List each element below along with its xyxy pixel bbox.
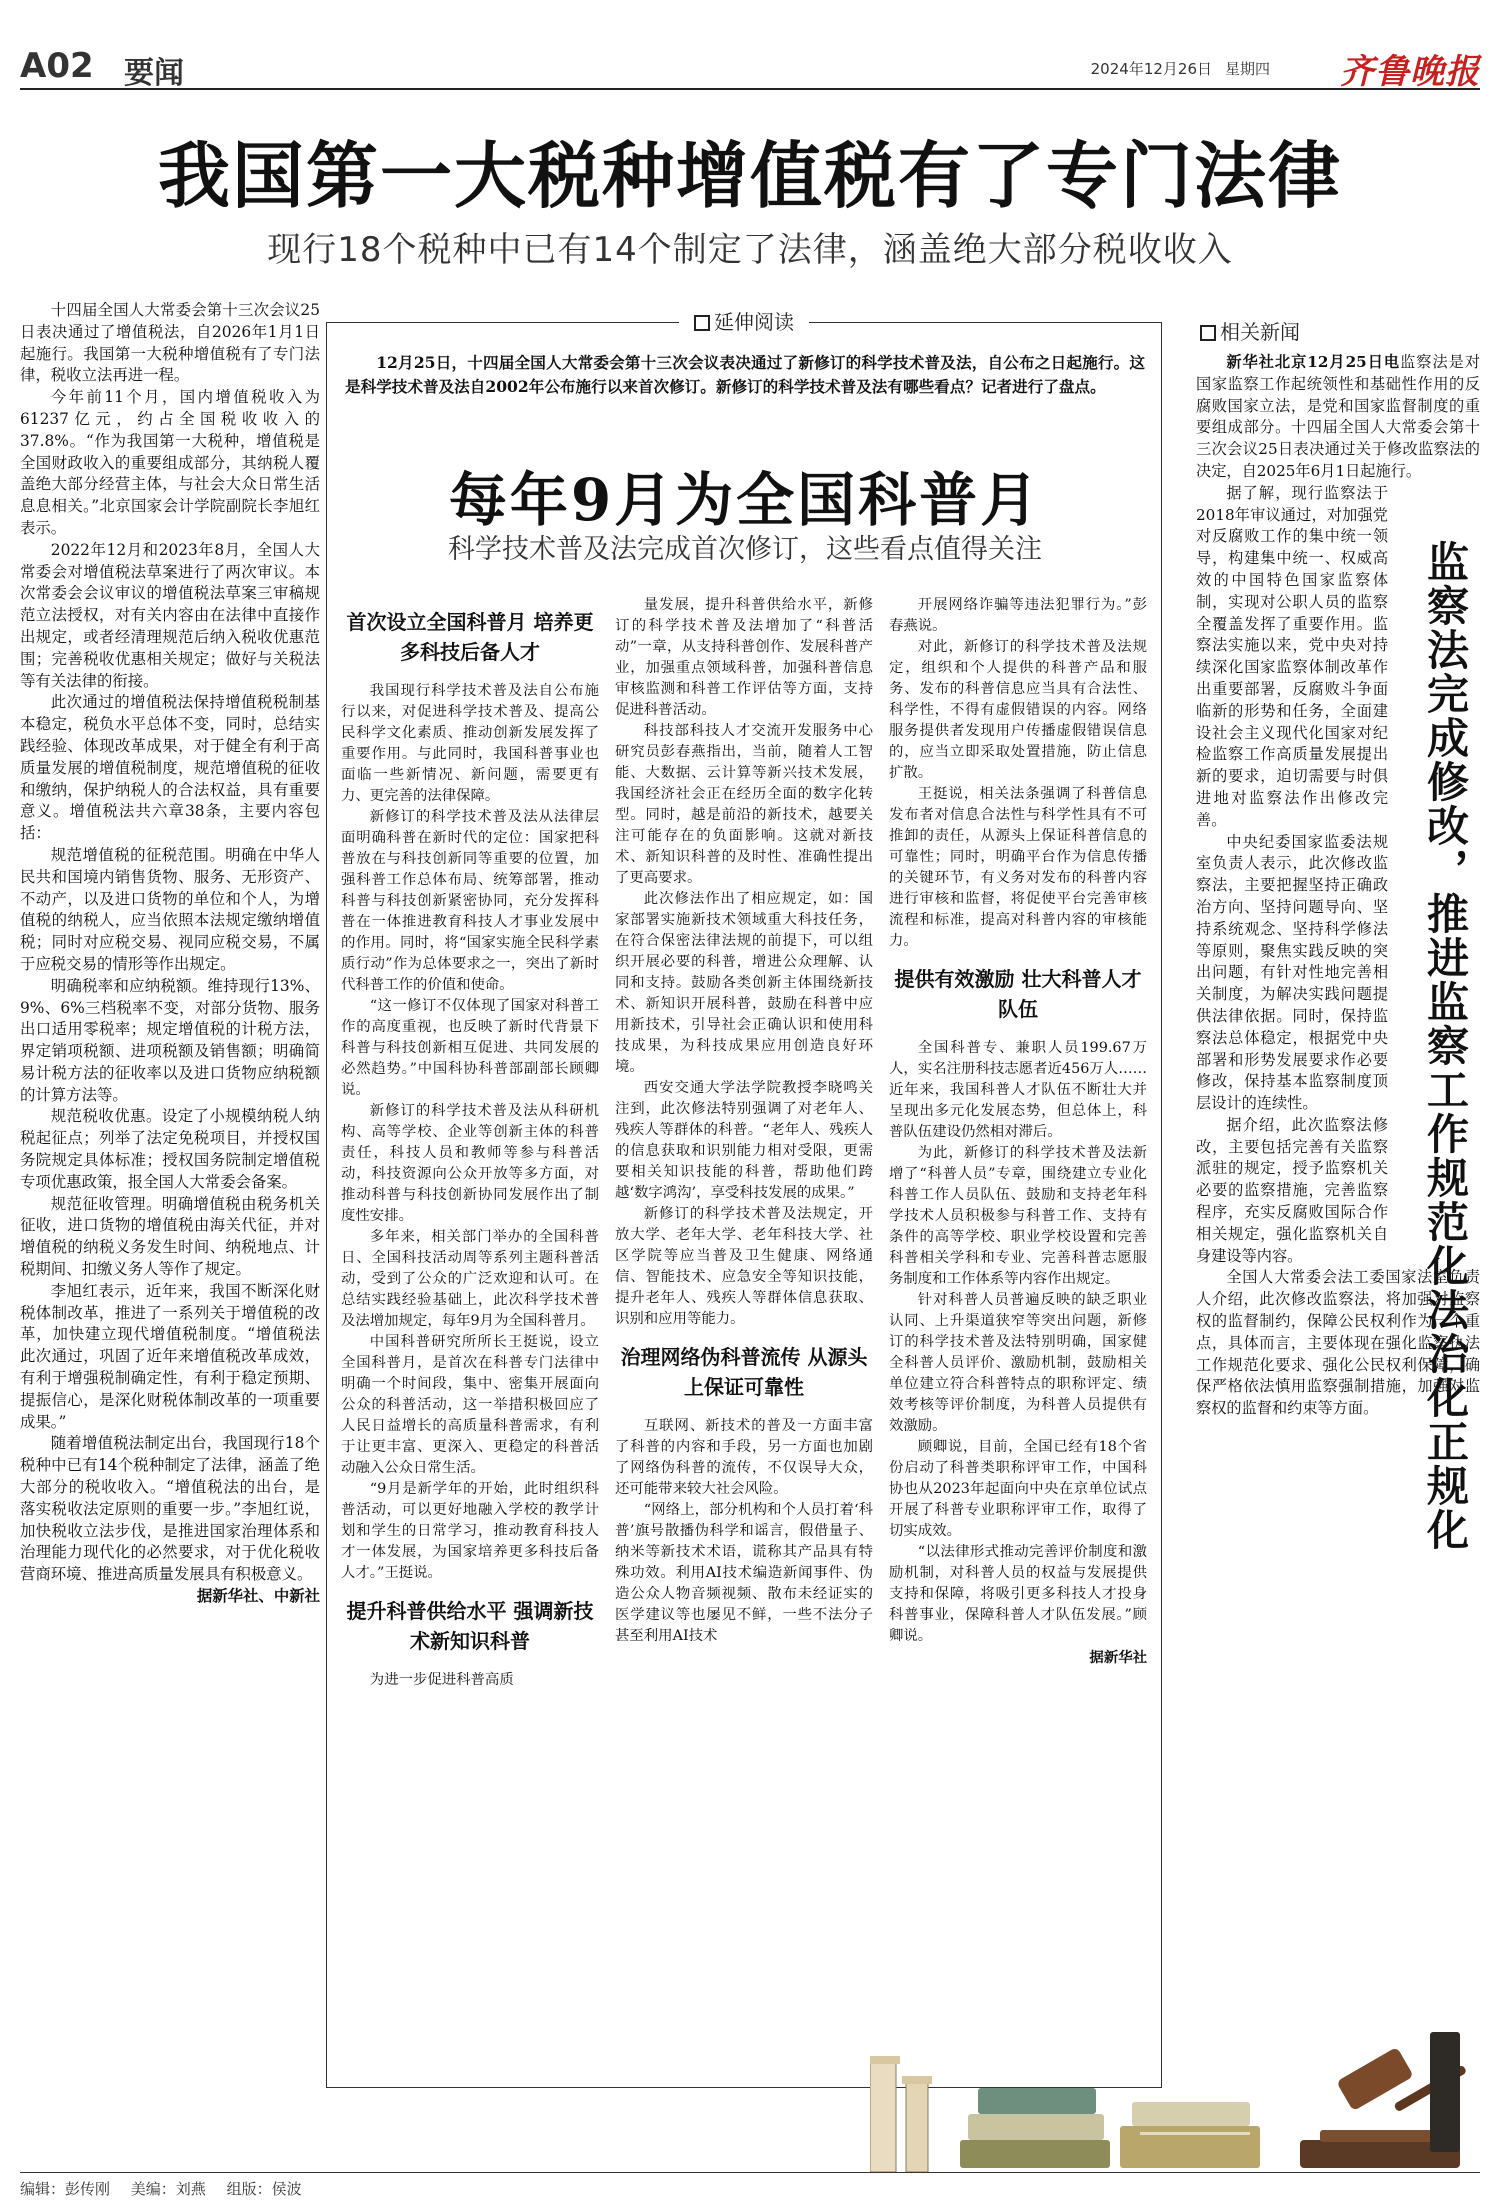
article-paragraph: 我国现行科学技术普及法自公布施行以来，对促进科学技术普及、提高公民科学文化素质、推动创新发展发挥了重要作用。与此同时，我国科普事业也面临一些新情况、新问题，需要更有力、更完善的法律保障。 (341, 683, 599, 804)
article-paragraph: “以法律形式推动完善评价制度和激励机制，对科普人员的权益与发展提供支持和保障，将吸引更多科技人才投身科普事业，保障科普人才队伍发展。”顾卿说。 (889, 1544, 1147, 1644)
article-paragraph: “网络上，部分机构和个人员打着‘科普’旗号散播伪科学和谣言，假借量子、纳米等新技术术语，谎称其产品具有特殊功效。利用AI技术编造新闻事件、伪造公众人物音频视频、散布未经证实的医学建议等也屡见不鲜，一些不法分子甚至利用AI技术 (615, 1502, 873, 1644)
article-paragraph: 量发展，提升科普供给水平，新修订的科学技术普及法增加了“科普活动”一章，从支持科普创作、发展科普产业，加强重点领域科普，加强科普信息审核监测和科普工作评估等方面，支持促进科普活动。 (615, 597, 873, 718)
page-number: A02 (20, 46, 94, 86)
section-heading: 提升科普供给水平 强调新技术新知识科普 (346, 1599, 594, 1653)
article-paragraph: 顾卿说，目前，全国已经有18个省份启动了科普类职称评审工作，中国科协也从2023年起面向中央在京单位试点开展了科普专业职称评审工作，取得了切实成效。 (889, 1439, 1147, 1539)
article-paragraph: 为此，新修订的科学技术普及法新增了“科普人员”专章，围绕建立专业化科普工作人员队伍、鼓励和支持老年科学技术人员积极参与科普工作、支持有条件的高等学校、职业学校设置和完善科普相关学科和专业、完善科普志愿服务制度和工作体系等内容作出规定。 (889, 1145, 1147, 1287)
dateline: 新华社北京12月25日电 (1226, 353, 1401, 371)
related-label-text: 相关新闻 (1220, 320, 1300, 344)
layout-credit: 组版：侯波 (226, 2180, 302, 2198)
article-paragraph: “9月是新学年的开始，此时组织科普活动，可以更好地融入学校的教学计划和学生的日常学习，推动教育科技人才一体发展，为国家培养更多科技后备人才。”王挺说。 (341, 1481, 599, 1581)
article-paragraph: 全国人大常委会法工委国家法室负责人介绍，此次修改监察法，将加强对监察权的监督制约，保障公民权利作为一个重点，具体而言，主要体现在强化监察执法工作规范化要求、强化公民权利保障，确保严格依法慎用监察强制措施，加强对监察权的监督和约束等方面。 (1196, 1268, 1480, 1418)
article-paragraph: 此次修法作出了相应规定，如：国家部署实施新技术领域重大科技任务，在符合保密法律法规的前提下，可以组织开展必要的科普，增进公众理解、认同和支持。鼓励各类创新主体围绕新技术、新知识开展科普，鼓励在科普中应用新技术，引导社会正确认识和使用科技成果，为科技成果应用创造良好环境。 (615, 891, 873, 1075)
article-paragraph: 随着增值税法制定出台，我国现行18个税种中已有14个税种制定了法律，涵盖了绝大部分的税收收入。“增值税法的出台，是落实税收法定原则的重要一步。”李旭红说，加快税收立法步伐，是推进国家治理体系和治理能力现代化的必然要求，对于优化税收营商环境、推进高质量发展具有积极意义。 (20, 1434, 320, 1584)
related-news-label (1200, 316, 1300, 345)
columns-icon (870, 2056, 932, 2172)
article-paragraph: 新修订的科学技术普及法从科研机构、高等学校、企业等创新主体的科普责任，科技人员和教师等参与科普活动，科技资源向公众开放等多方面，对推动科普与科技创新协同发展作出了制度性安排。 (341, 1103, 599, 1224)
article-paragraph: 规范税收优惠。设定了小规模纳税人纳税起征点；列举了法定免税项目，并授权国务院规定具体标准；授权国务院制定增值税专项优惠政策，报全国人大常委会备案。 (20, 1107, 320, 1191)
article-paragraph: 明确税率和应纳税额。维持现行13%、9%、6%三档税率不变，对部分货物、服务出口适用零税率；规定增值税的计税方法，界定销项税额、进项税额及销售额；明确简易计税方法的征收率以及进口货物应纳税额的计算方法等。 (20, 976, 320, 1104)
feature-label-text: 延伸阅读 (714, 310, 794, 334)
article-paragraph: 规范征收管理。明确增值税由税务机关征收，进口货物的增值税由海关代征，并对增值税的纳税义务发生时间、纳税地点、计税期间、扣缴义务人等作了规定。 (20, 1194, 320, 1279)
feature-column-3 (889, 595, 1147, 2075)
article-paragraph: 今年前11个月，国内增值税收入为61237亿元，约占全国税收收入的37.8%。“作为我国第一大税种，增值税是全国财政收入的重要组成部分，其纳税人覆盖绝大部分经营主体，与社会大众日常生活息息相关。”北京国家会计学院副院长李旭红表示。 (20, 388, 320, 537)
feature-column-2 (615, 595, 873, 2075)
section-name: 要闻 (124, 56, 184, 91)
section-heading: 首次设立全国科普月 培养更多科技后备人才 (346, 610, 594, 664)
feature-column-1 (341, 595, 599, 2075)
law-illustration (870, 2022, 1480, 2172)
page-header (20, 44, 1480, 90)
lead-story-column (20, 300, 320, 2050)
article-paragraph: 十四届全国人大常委会第十三次会议25日表决通过了增值税法，自2026年1月1日起施行。我国第一大税种增值税有了专门法律，税收立法再进一程。 (20, 301, 320, 385)
article-paragraph: 科技部科技人才交流开发服务中心研究员彭春燕指出，当前，随着人工智能、大数据、云计算等新兴技术发展，我国经济社会正在经历全面的数字化转型。同时，越是前沿的新技术，越要关注可能存在的负面影响。这就对新技术、新知识科普的及时性、准确性提出了更高要求。 (615, 723, 873, 886)
lead-subheadline: 现行18个税种中已有14个制定了法律，涵盖绝大部分税收收入 (267, 230, 1233, 270)
feature-box (326, 310, 1162, 2088)
article-paragraph: 新修订的科学技术普及法规定，开放大学、老年大学、老年科技大学、社区学院等应当普及卫生健康、网络通信、智能技术、应急安全等知识技能，提升老年人、残疾人等群体信息获取、识别和应用等能力。 (615, 1206, 873, 1327)
article-source: 据新华社 (1089, 1649, 1147, 1666)
feature-subtitle: 科学技术普及法完成首次修订，这些看点值得关注 (448, 534, 1042, 565)
article-paragraph: 中央纪委国家监委法规室负责人表示，此次修改监察法，主要把握坚持正确政治方向、坚持问题导向、坚持系统观念、坚持科学修法等原则，聚焦实践反映的突出问题，有针对性地完善相关制度，为解决实践问题提供法律依据。同时，保持监察法总体稳定，根据党中央部署和形势发展要求作必要修改，保持基本监察制度顶层设计的连续性。 (1196, 832, 1388, 1113)
footer-rule (20, 2172, 1480, 2173)
article-text: 监察法是对国家监察工作起统领性和基础性作用的反腐败国家立法，是党和国家监督制度的重要组成部分。十四届全国人大常委会第十三次会议25日表决通过关于修改监察法的决定，自2025年6月1日起施行。 (1196, 353, 1480, 480)
article-paragraph: 此次通过的增值税法保持增值税税制基本稳定，税负水平总体不变，同时，总结实践经验、体现改革成果，对于健全有利于高质量发展的增值税制度，规范增值税的征收和缴纳，保护纳税人的合法权益，具有重要意义。增值税法共六章38条，主要内容包括： (20, 693, 320, 843)
article-paragraph (1196, 352, 1480, 483)
feature-lead: 12月25日，十四届全国人大常委会第十三次会议表决通过了新修订的科学技术普及法，自公布之日起施行。这是科学技术普及法自2002年公布施行以来首次修订。新修订的科学技术普及法有哪些看点？记者进行了盘点。 (345, 353, 1145, 396)
article-paragraph: 对此，新修订的科学技术普及法规定，组织和个人提供的科普产品和服务、发布的科普信息应当具有合法性、科学性，不得有虚假错误的内容。网络服务提供者发现用户传播虚假错误信息的，应当立即采取处置措施，防止信息扩散。 (889, 639, 1147, 781)
masthead-logo: 齐鲁晚报 (1340, 52, 1480, 92)
feature-title: 每年9月为全国科普月 (448, 466, 1042, 534)
publication-weekday: 星期四 (1224, 60, 1270, 78)
article-paragraph: 为进一步促进科普高质 (369, 1672, 514, 1688)
gavel-icon (1300, 2032, 1467, 2168)
article-paragraph: 新修订的科学技术普及法从法律层面明确科普在新时代的定位：国家把科普放在与科技创新同等重要的位置，加强科普工作总体布局、统筹部署，推动科普与科技创新紧密协同，充分发挥科普在一体推进教育科技人才事业发展中的作用。同时，将“国家实施全民科学素质行动”作为总体要求之一，突出了新时代科普工作的价值和使命。 (341, 809, 599, 993)
section-heading: 提供有效激励 壮大科普人才队伍 (894, 967, 1142, 1021)
article-paragraph: 西安交通大学法学院教授李晓鸣关注到，此次修法特别强调了对老年人、残疾人等群体的科普。“老年人、残疾人的信息获取和识别能力相对受限，更需要相关知识技能的科普，帮助他们跨越‘数字鸿沟’，享受科技发展的成果。” (615, 1080, 873, 1201)
page-credits (20, 2178, 318, 2199)
article-paragraph: 2022年12月和2023年8月，全国人大常委会对增值税法草案进行了两次审议。本次常委会会议审议的增值税法草案三审稿规范立法授权，对有关内容由在法律中直接作出规定，或者经清理规范后纳入税收优惠范围；完善税收优惠相关规定；做好与关税法等有关法律的衔接。 (20, 540, 320, 690)
box-icon (1200, 325, 1216, 341)
box-icon (694, 315, 710, 331)
article-source: 据新华社、中新社 (196, 1587, 320, 1606)
designer-credit: 美编：刘燕 (130, 2180, 206, 2198)
article-paragraph: 李旭红表示，近年来，我国不断深化财税体制改革，推进了一系列关于增值税的改革，加快建立现代增值税制度。“增值税法此次通过，巩固了近年来增值税改革成效，有利于增强税制确定性，有利于稳定预期、提振信心，是深化财税体制改革的一项重要成果。” (20, 1281, 320, 1431)
article-paragraph: 全国科普专、兼职人员199.67万人，实名注册科技志愿者近456万人……近年来，我国科普人才队伍不断壮大并呈现出多元化发展态势，但总体上，科普队伍建设仍然相对滞后。 (889, 1040, 1147, 1140)
article-paragraph: “这一修订不仅体现了国家对科普工作的高度重视，也反映了新时代背景下科普与科技创新相互促进、共同发展的必然趋势。”中国科协科普部副部长顾卿说。 (341, 998, 599, 1098)
article-paragraph: 开展网络诈骗等违法犯罪行为。”彭春燕说。 (889, 597, 1147, 634)
article-paragraph: 据了解，现行监察法于2018年审议通过，对加强党对反腐败工作的集中统一领导，构建集中统一、权威高效的中国特色国家监察体制，实现对公职人员的监察全覆盖发挥了重要作用。监察法实施以来，党中央对持续深化国家监察体制改革作出重要部署，反腐败斗争面临新的形势和任务，全面建设社会主义现代化国家对纪检监察工作高质量发展提出新的要求，迫切需要与时俱进地对监察法作出修改完善。 (1196, 483, 1388, 829)
publication-date: 2024年12月26日 (1090, 60, 1212, 78)
lead-headline: 我国第一大税种增值税有了专门法律 (157, 133, 1342, 218)
books-icon (960, 2088, 1260, 2168)
article-paragraph: 规范增值税的征税范围。明确在中华人民共和国境内销售货物、服务、无形资产、不动产，以及进口货物的单位和个人，为增值税的纳税人，应当依照本法规定缴纳增值税；同时对应税交易、视同应税交易，不属于应税交易的情形等作出规定。 (20, 845, 320, 973)
related-vertical-headline: 监察法完成修改，推进监察工作规范化法治化正规化 (1421, 540, 1470, 1552)
article-paragraph: 据介绍，此次监察法修改，主要包括完善有关监察派驻的规定，授予监察机关必要的监察措施，完善监察程序，充实反腐败国际合作相关规定，强化监察机关自身建设等内容。 (1196, 1115, 1388, 1265)
article-paragraph: 互联网、新技术的普及一方面丰富了科普的内容和手段，另一方面也加剧了网络伪科普的流传，不仅误导大众，还可能带来较大社会风险。 (615, 1418, 873, 1497)
article-paragraph: 针对科普人员普遍反映的缺乏职业认同、上升渠道狭窄等突出问题，新修订的科学技术普及法特别明确，国家健全科普人员评价、激励机制，鼓励相关单位建立符合科普特点的职称评定、绩效考核等评价制度，为科普人员提供有效激励。 (889, 1292, 1147, 1434)
editor-credit: 编辑：彭传刚 (20, 2180, 111, 2198)
article-paragraph: 中国科普研究所所长王挺说，设立全国科普月，是首次在科普专门法律中明确一个时间段，集中、密集开展面向公众的科普活动，这一举措积极回应了人民日益增长的高质量科普需求，有利于让更丰富、更深入、更稳定的科普活动融入公众日常生活。 (341, 1334, 599, 1476)
article-paragraph: 王挺说，相关法条强调了科普信息发布者对信息合法性与科学性具有不可推卸的责任，从源头上保证科普信息的可靠性；同时，明确平台作为信息传播的关键环节，有义务对发布的科普内容进行审核和监督，将促使平台完善审核流程和标准，提高对科普内容的审核能力。 (889, 786, 1147, 949)
article-paragraph: 多年来，相关部门举办的全国科普日、全国科技活动周等系列主题科普活动，受到了公众的广泛欢迎和认可。在总结实践经验基础上，此次科学技术普及法增加规定，每年9月为全国科普月。 (341, 1229, 599, 1329)
section-heading: 治理网络伪科普流传 从源头上保证可靠性 (620, 1345, 868, 1399)
feature-label (679, 306, 809, 335)
